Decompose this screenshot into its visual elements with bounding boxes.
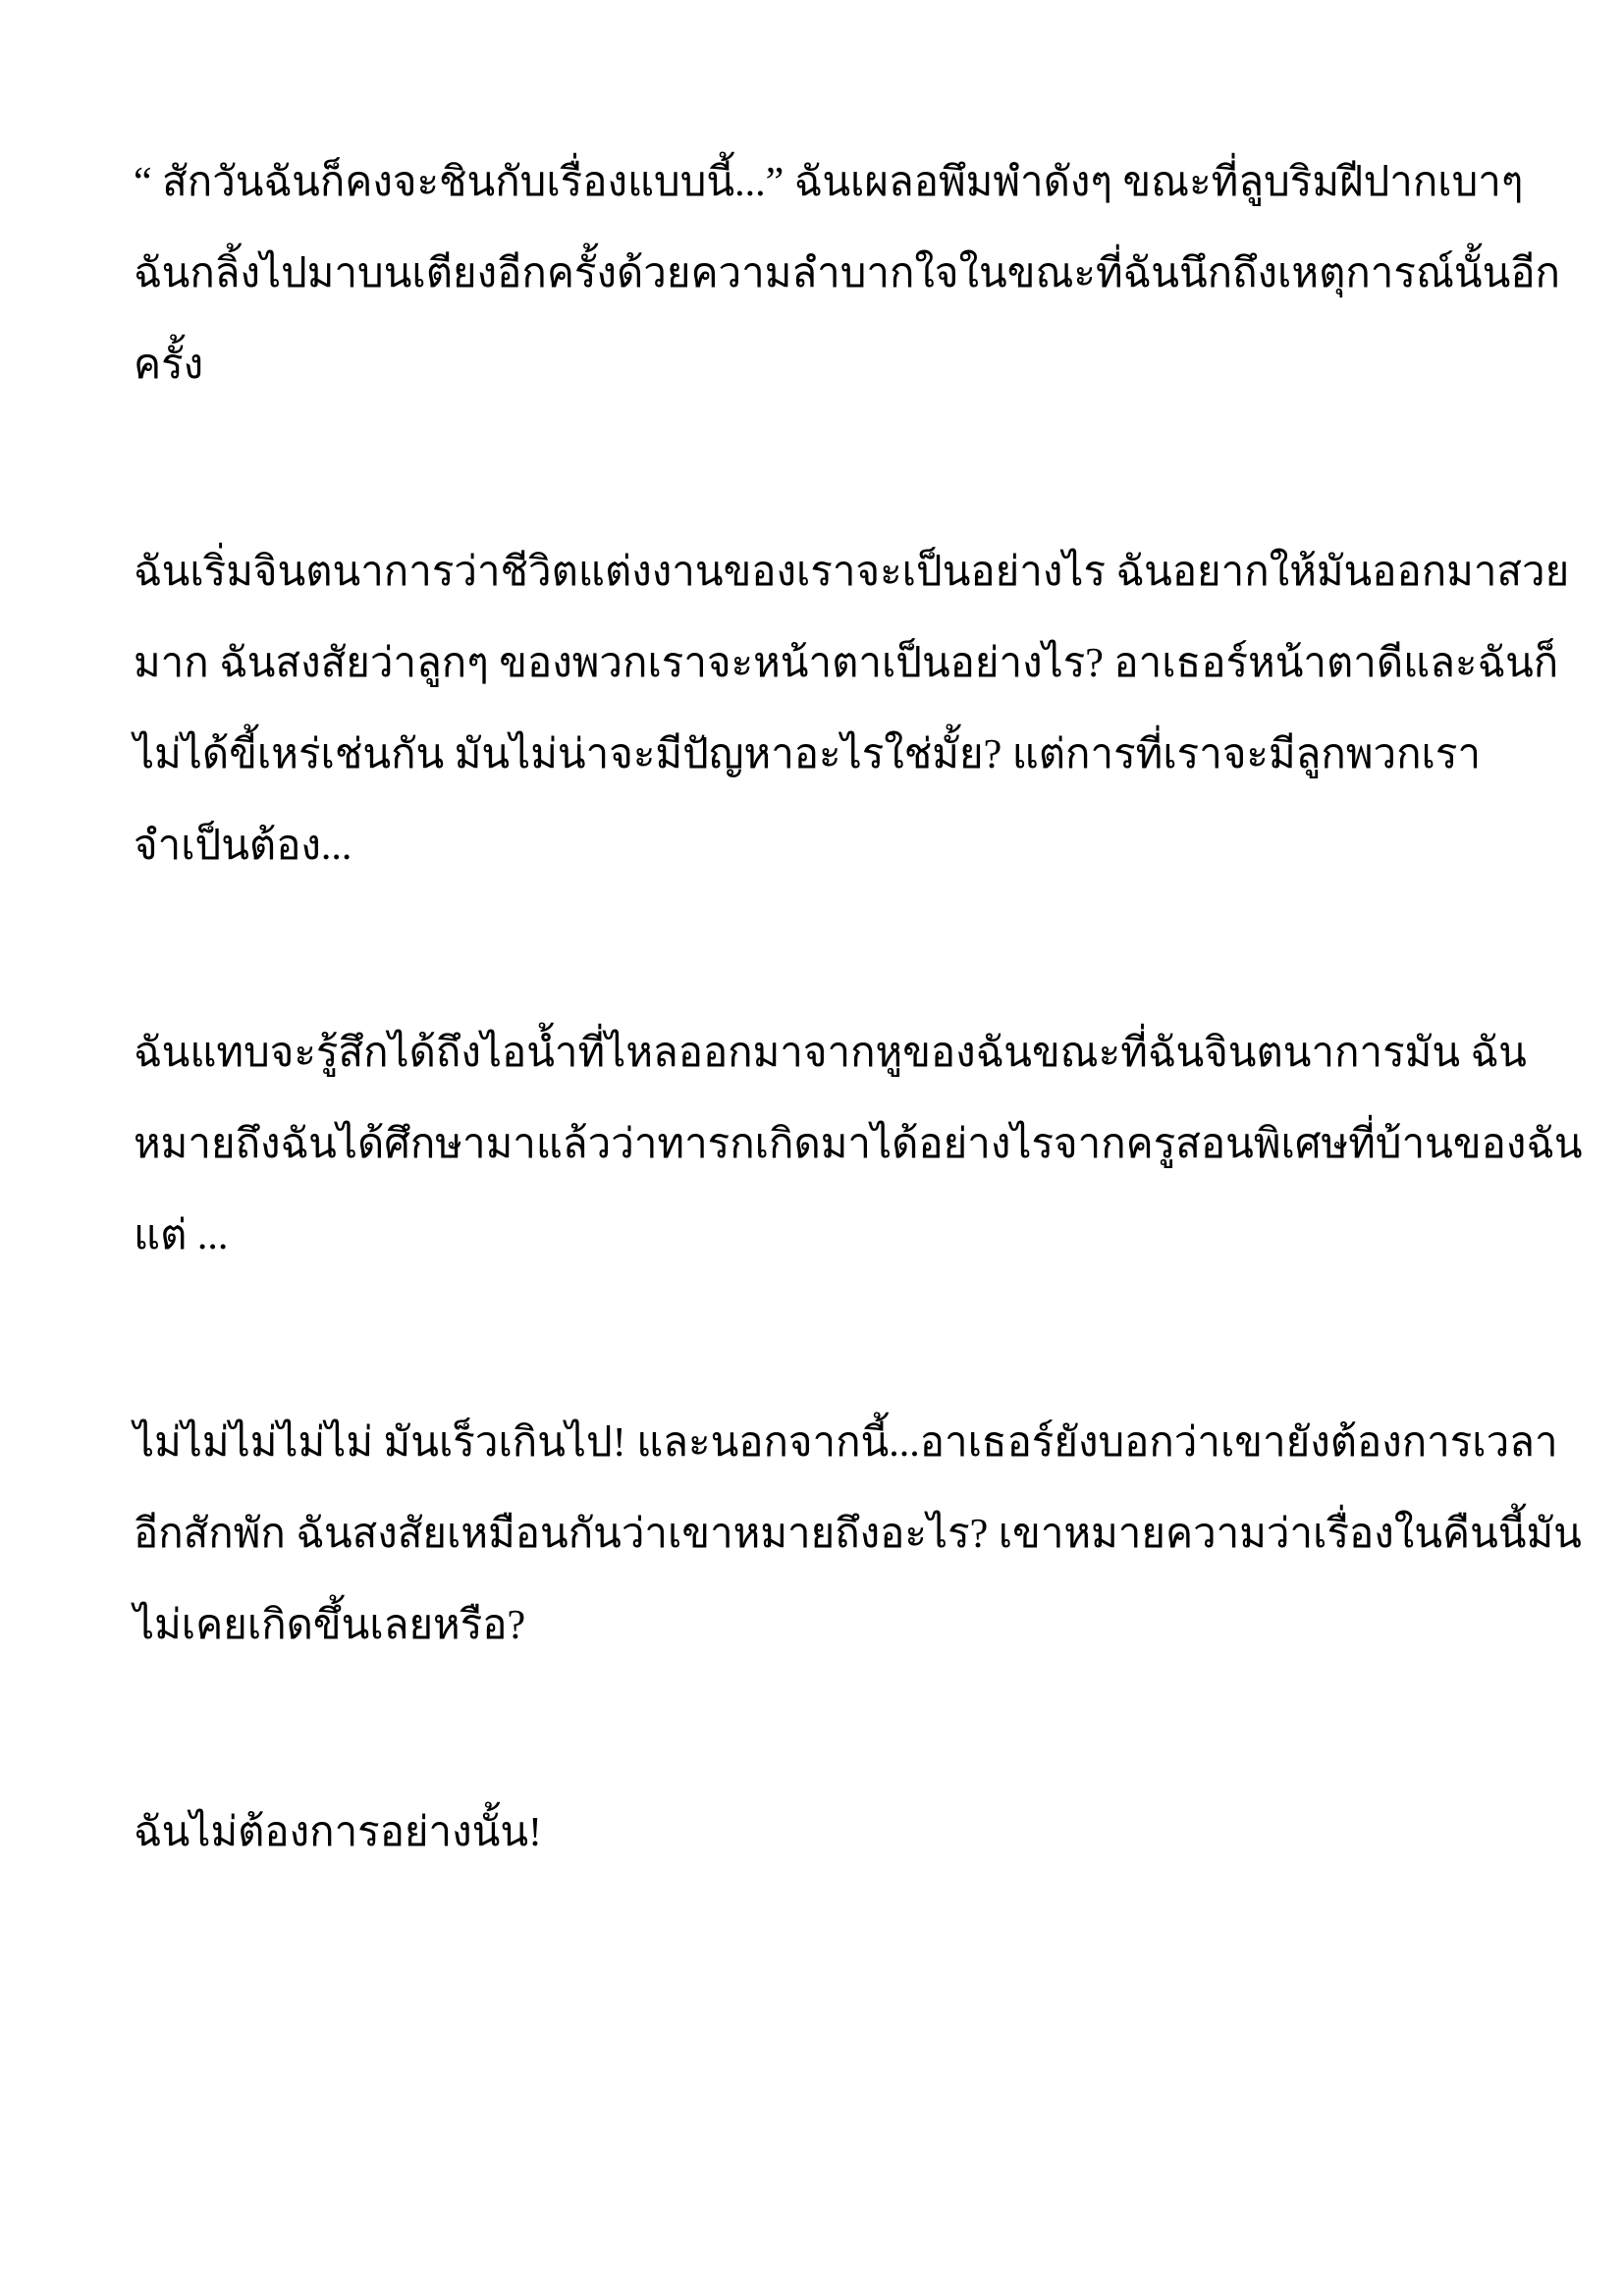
text-line: อีกสักพัก ฉันสงสัยเหมือนกันว่าเขาหมายถึงอะไร? เขาหมายความว่าเรื่องในคืนนี้มัน — [134, 1512, 1582, 1557]
text-line: แต่ ... — [134, 1213, 229, 1258]
text-line: ฉันไม่ต้องการอย่างนั้น! — [134, 1810, 543, 1855]
text-line: มาก ฉันสงสัยว่าลูกๆ ของพวกเราจะหน้าตาเป็นอย่างไร? อาเธอร์หน้าตาดีและฉันก็ — [134, 641, 1559, 686]
paragraph — [134, 1398, 1582, 1672]
text-line: จำเป็นต้อง... — [134, 824, 352, 869]
text-line: ไม่ได้ขี้เหร่เช่นกัน มันไม่น่าจะมีปัญหาอะไรใช่มั้ย? แต่การที่เราจะมีลูกพวกเรา — [134, 732, 1482, 777]
document-body — [134, 137, 1583, 1879]
text-line: ไม่เคยเกิดขึ้นเลยหรือ? — [134, 1603, 526, 1648]
paragraph — [134, 527, 1570, 892]
text-line: ฉันกลิ้งไปมาบนเตียงอีกครั้งด้วยความลำบากใจในขณะที่ฉันนึกถึงเหตุการณ์นั้นอีก — [134, 251, 1560, 296]
text-line: หมายถึงฉันได้ศึกษามาแล้วว่าทารกเกิดมาได้อย่างไรจากครูสอนพิเศษที่บ้านของฉัน — [134, 1122, 1583, 1167]
paragraph — [134, 1008, 1583, 1282]
text-line: ฉันแทบจะรู้สึกได้ถึงไอน้ำที่ไหลออกมาจากหูของฉันขณะที่ฉันจินตนาการมัน ฉัน — [134, 1031, 1527, 1076]
text-line: ครั้ง — [134, 343, 204, 388]
text-line: ไม่ไม่ไม่ไม่ไม่ มันเร็วเกินไป! และนอกจากนี้...อาเธอร์ยังบอกว่าเขายังต้องการเวลา — [134, 1420, 1558, 1466]
text-line: ฉันเริ่มจินตนาการว่าชีวิตแต่งงานของเราจะเป็นอย่างไร ฉันอยากให้มันออกมาสวย — [134, 550, 1570, 595]
paragraph — [134, 137, 1560, 411]
text-line: “ สักวันฉันก็คงจะชินกับเรื่องแบบนี้...” ฉันเผลอพึมพำดังๆ ขณะที่ลูบริมฝีปากเบาๆ — [134, 160, 1524, 205]
paragraph — [134, 1788, 1489, 1879]
